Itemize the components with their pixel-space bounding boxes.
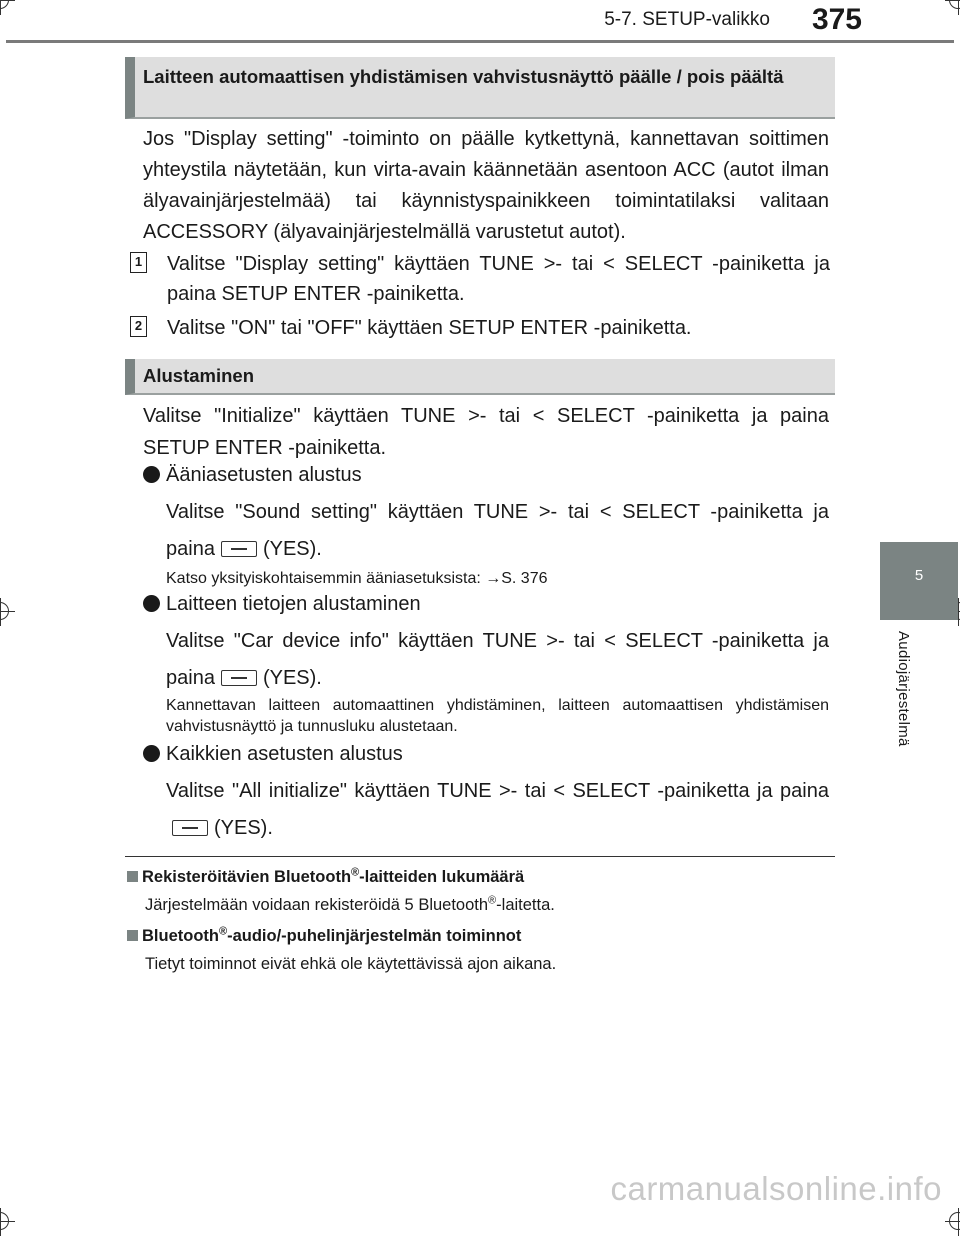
- crop-mark-bottom-right: [945, 1208, 960, 1236]
- watermark: carmanualsonline.info: [610, 1170, 942, 1207]
- step-number-badge: 1: [130, 252, 147, 273]
- step-number-badge: 2: [130, 316, 147, 337]
- step-text: Valitse "Display setting" käyttäen TUNE >- tai < SELECT -painiketta ja paina SETUP ENTER -painiketta.: [167, 253, 830, 305]
- yes-button-icon: [172, 820, 208, 836]
- chapter-tab-label: Audiojärjestelmä: [895, 631, 912, 747]
- chapter-title: 5-7. SETUP-valikko: [604, 9, 770, 30]
- list-item-instruction: Valitse "Sound setting" käyttäen TUNE >- tai < SELECT -painiketta ja paina (YES).: [166, 501, 829, 560]
- crop-mark-bottom-left: [0, 1208, 15, 1236]
- note-heading-bluetooth-count: Rekisteröitävien Bluetooth®-laitteiden lukumäärä: [127, 866, 524, 888]
- list-item-all-initialize: [143, 739, 829, 769]
- header-rule: [6, 40, 954, 43]
- step-text: Valitse "ON" tai "OFF" käyttäen SETUP ENTER -painiketta.: [167, 317, 692, 339]
- bullet-icon: [143, 745, 160, 762]
- list-item-instruction: Valitse "Car device info" käyttäen TUNE >- tai < SELECT -painiketta ja paina (YES).: [166, 630, 829, 689]
- list-item-note: Katso yksityiskohtaisemmin ääniasetuksista: →S. 376: [166, 570, 548, 587]
- page-number: 375: [811, 3, 862, 36]
- notes-divider: [125, 856, 835, 857]
- list-item-title: Kaikkien asetusten alustus: [166, 743, 403, 765]
- list-item-car-device-info: [143, 589, 829, 619]
- list-item-instruction: Valitse "All initialize" käyttäen TUNE >- tai < SELECT -painiketta ja paina(YES).: [166, 780, 829, 839]
- section1-intro: Jos "Display setting" -toiminto on päälle kytkettynä, kannettavan soittimen yhteystila näytetään, kun virta-avain käännetään asentoon ACC (autot ilman älyavainjärjestelmää) tai käynnistyspainikkeen toimintatilaksi valitaan ACCESSORY (älyavainjärjestelmällä varustetut autot).: [143, 128, 829, 243]
- list-item-note: Kannettavan laitteen automaattinen yhdistäminen, laitteen automaattisen yhdistämisen vahvistusnäyttö ja tunnusluku alustetaan.: [166, 697, 829, 735]
- list-item-title: Ääniasetusten alustus: [166, 464, 362, 486]
- yes-button-icon: [221, 541, 257, 557]
- section-heading-initialize: Alustaminen: [125, 359, 835, 395]
- note-heading-bluetooth-functions: Bluetooth®-audio/-puhelinjärjestelmän toiminnot: [127, 925, 521, 947]
- bullet-icon: [143, 595, 160, 612]
- list-item-title: Laitteen tietojen alustaminen: [166, 593, 421, 615]
- page-header: [0, 0, 960, 44]
- section-heading-display-setting: Laitteen automaattisen yhdistämisen vahvistusnäyttö päälle / pois päältä: [125, 57, 835, 119]
- yes-button-icon: [221, 670, 257, 686]
- list-item-sound-setting: [143, 460, 829, 490]
- bullet-icon: [143, 466, 160, 483]
- crop-mark-mid-left: [0, 598, 15, 626]
- square-bullet-icon: [127, 871, 138, 882]
- square-bullet-icon: [127, 930, 138, 941]
- chapter-tab: 5: [880, 542, 958, 620]
- note-text-bluetooth-functions: Tietyt toiminnot eivät ehkä ole käytettävissä ajon aikana.: [145, 955, 557, 973]
- note-text-bluetooth-count: Järjestelmään voidaan rekisteröidä 5 Bluetooth®-laitetta.: [145, 894, 555, 914]
- section2-intro: Valitse "Initialize" käyttäen TUNE >- tai < SELECT -painiketta ja paina SETUP ENTER -painiketta.: [143, 405, 829, 459]
